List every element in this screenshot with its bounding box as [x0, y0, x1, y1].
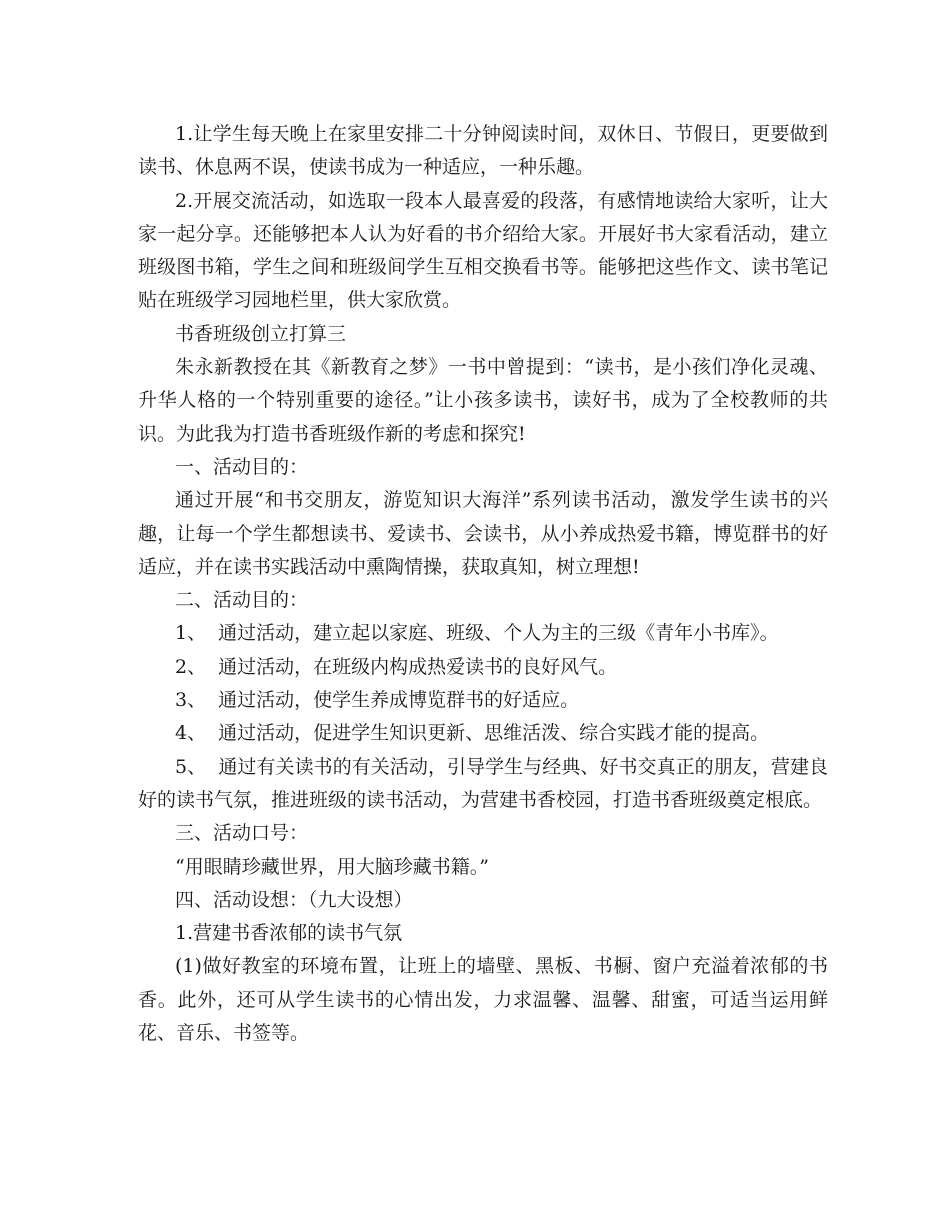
paragraph-reading-time: 1.让学生每天晚上在家里安排二十分钟阅读时间，双休日、节假日，更要做到读书、休息两不误，使读书成为一种适应，一种乐趣。	[138, 123, 828, 179]
heading-purpose-two: 二、活动目的：	[175, 589, 309, 612]
paragraph-classroom-layout: (1)做好教室的环境布置，让班上的墙壁、黑板、书橱、窗户充溢着浓郁的书香。此外，还可从学生读书的心情出发，力求温馨、温馨、甜蜜，可适当运用鲜花、音乐、书签等。	[138, 955, 828, 1045]
section-title: 书香班级创立打算三	[175, 322, 347, 345]
paragraph-exchange-activity: 2.开展交流活动，如选取一段本人最喜爱的段落，有感情地读给大家听，让大家一起分享。还能够把本人认为好看的书介绍给大家。开展好书大家看活动，建立班级图书箱，学生之间和班级间学生互相交换看书等。能够把这些作文、读书笔记贴在班级学习园地栏里，供大家欣赏。	[138, 189, 828, 312]
heading-ideas: 四、活动设想：（九大设想）	[175, 888, 413, 911]
list-item-5: 5、 通过有关读书的有关活动，引导学生与经典、好书交真正的朋友，营建良好的读书气氛，推进班级的读书活动，为营建书香校园，打造书香班级奠定根底。	[138, 755, 828, 811]
list-item-4: 4、 通过活动，促进学生知识更新、思维活泼、综合实践才能的提高。	[175, 722, 770, 745]
heading-purpose-one: 一、活动目的：	[175, 455, 309, 478]
slogan-text: “用眼睛珍藏世界，用大脑珍藏书籍。”	[175, 855, 489, 878]
paragraph-intro-quote: 朱永新教授在其《新教育之梦》一书中曾提到：“读书，是小孩们净化灵魂、升华人格的一个特别重要的途径。”让小孩多读书，读好书，成为了全校教师的共识。为此我为打造书香班级作新的考虑和探究!	[138, 356, 828, 445]
subheading-atmosphere: 1.营建书香浓郁的读书气氛	[175, 922, 403, 945]
paragraph-purpose: 通过开展“和书交朋友，游览知识大海洋”系列读书活动，激发学生读书的兴趣，让每一个学生都想读书、爱读书、会读书，从小养成热爱书籍，博览群书的好适应，并在读书实践活动中熏陶情操，获取真知，树立理想!	[138, 489, 828, 578]
list-item-1: 1、 通过活动，建立起以家庭、班级、个人为主的三级《青年小书库》。	[175, 622, 779, 645]
list-item-2: 2、 通过活动，在班级内构成热爱读书的良好风气。	[175, 655, 618, 678]
list-item-3: 3、 通过活动，使学生养成博览群书的好适应。	[175, 689, 580, 712]
document-body	[138, 118, 828, 1050]
heading-slogan: 三、活动口号：	[175, 822, 309, 845]
